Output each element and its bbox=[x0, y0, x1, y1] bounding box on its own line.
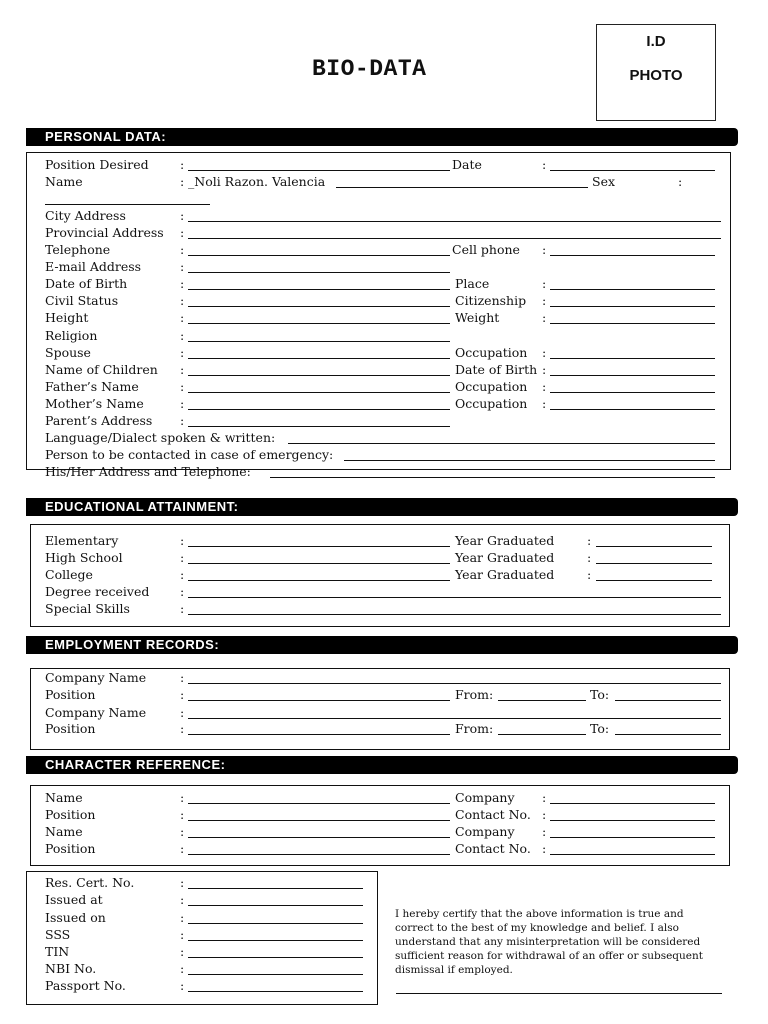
input-height[interactable] bbox=[188, 310, 450, 324]
colon-separator: : bbox=[542, 276, 547, 291]
label-mothers-name: Mother’s Name bbox=[45, 396, 144, 411]
label-elementary: Elementary bbox=[45, 533, 119, 548]
colon-separator: : bbox=[180, 721, 185, 736]
label-issued-on: Issued on bbox=[45, 910, 106, 925]
label-elementary-year: Year Graduated bbox=[455, 533, 555, 548]
label-religion: Religion bbox=[45, 328, 98, 343]
form-row bbox=[0, 875, 768, 892]
input-elementary-year[interactable] bbox=[596, 533, 712, 547]
signature-line[interactable] bbox=[396, 993, 722, 994]
input-company-name-2[interactable] bbox=[188, 705, 721, 719]
form-row bbox=[0, 670, 768, 687]
colon-separator: : bbox=[180, 687, 185, 702]
label-parents-address: Parent’s Address bbox=[45, 413, 153, 428]
colon-separator: : bbox=[180, 276, 185, 291]
colon-separator: : bbox=[180, 550, 185, 565]
label-emergency-address: His/Her Address and Telephone: bbox=[45, 464, 251, 479]
label-mother-occupation: Occupation bbox=[455, 396, 528, 411]
colon-separator: : bbox=[180, 944, 185, 959]
input-date-of-birth[interactable] bbox=[188, 276, 450, 290]
form-row bbox=[0, 790, 768, 807]
colon-separator: : bbox=[180, 225, 185, 240]
input-ref-name-2[interactable] bbox=[188, 824, 450, 838]
input-name[interactable] bbox=[336, 174, 588, 188]
colon-separator: : bbox=[180, 413, 185, 428]
input-to-2[interactable] bbox=[615, 721, 721, 735]
input-provincial-address[interactable] bbox=[188, 225, 721, 239]
label-email: E-mail Address bbox=[45, 259, 142, 274]
label-date-of-birth: Date of Birth bbox=[45, 276, 128, 291]
input-name-of-children[interactable] bbox=[188, 362, 450, 376]
input-civil-status[interactable] bbox=[188, 293, 450, 307]
colon-separator: : bbox=[542, 293, 547, 308]
input-issued-at[interactable] bbox=[188, 892, 363, 906]
colon-separator: : bbox=[180, 293, 185, 308]
label-city-address: City Address bbox=[45, 208, 126, 223]
input-sex[interactable] bbox=[45, 191, 210, 205]
colon-separator: : bbox=[542, 824, 547, 839]
form-row bbox=[0, 362, 768, 379]
input-passport-no[interactable] bbox=[188, 978, 363, 992]
label-name-of-children: Name of Children bbox=[45, 362, 158, 377]
section-personal-data: PERSONAL DATA: bbox=[26, 128, 738, 146]
form-row bbox=[0, 259, 768, 276]
input-to-1[interactable] bbox=[615, 687, 721, 701]
colon-separator: : bbox=[587, 567, 592, 582]
label-from-2: From: bbox=[455, 721, 494, 736]
input-weight[interactable] bbox=[550, 310, 715, 324]
input-sss[interactable] bbox=[188, 927, 363, 941]
colon-separator: : bbox=[542, 157, 547, 172]
colon-separator: : bbox=[542, 807, 547, 822]
colon-separator: : bbox=[542, 790, 547, 805]
input-res-cert-no[interactable] bbox=[188, 875, 363, 889]
input-spouse-occupation[interactable] bbox=[550, 345, 715, 359]
label-spouse-occupation: Occupation bbox=[455, 345, 528, 360]
colon-separator: : bbox=[180, 396, 185, 411]
form-row bbox=[0, 396, 768, 413]
label-provincial-address: Provincial Address bbox=[45, 225, 164, 240]
form-row bbox=[0, 841, 768, 858]
colon-separator: : bbox=[180, 705, 185, 720]
form-row bbox=[0, 705, 768, 722]
form-row bbox=[0, 824, 768, 841]
section-educational-attainment: EDUCATIONAL ATTAINMENT: bbox=[26, 498, 738, 516]
input-tin[interactable] bbox=[188, 944, 363, 958]
colon-separator: : bbox=[180, 379, 185, 394]
label-company-name-1: Company Name bbox=[45, 670, 147, 685]
colon-separator: : bbox=[180, 242, 185, 257]
form-row bbox=[0, 584, 768, 601]
section-employment-records: EMPLOYMENT RECORDS: bbox=[26, 636, 738, 654]
colon-separator: : bbox=[542, 396, 547, 411]
label-res-cert-no: Res. Cert. No. bbox=[45, 875, 135, 890]
colon-separator: : bbox=[180, 892, 185, 907]
colon-separator: : bbox=[180, 961, 185, 976]
label-nbi-no: NBI No. bbox=[45, 961, 97, 976]
form-row bbox=[0, 430, 768, 447]
form-row bbox=[0, 533, 768, 550]
label-special-skills: Special Skills bbox=[45, 601, 130, 616]
colon-separator: : bbox=[180, 345, 185, 360]
id-photo-box bbox=[596, 24, 716, 121]
label-emergency-contact: Person to be contacted in case of emergency: bbox=[45, 447, 334, 462]
label-sss: SSS bbox=[45, 927, 71, 942]
label-civil-status: Civil Status bbox=[45, 293, 119, 308]
input-mother-occupation[interactable] bbox=[550, 396, 715, 410]
input-position-2[interactable] bbox=[188, 721, 450, 735]
form-row bbox=[0, 208, 768, 225]
colon-separator: : bbox=[587, 533, 592, 548]
input-elementary[interactable] bbox=[188, 533, 450, 547]
input-city-address[interactable] bbox=[188, 208, 721, 222]
input-date[interactable] bbox=[550, 157, 715, 171]
colon-separator: : bbox=[542, 379, 547, 394]
label-tin: TIN bbox=[45, 944, 70, 959]
label-college: College bbox=[45, 567, 93, 582]
colon-separator: : bbox=[180, 875, 185, 890]
label-place: Place bbox=[455, 276, 490, 291]
input-special-skills[interactable] bbox=[188, 601, 721, 615]
input-ref-position-1[interactable] bbox=[188, 807, 450, 821]
label-telephone: Telephone bbox=[45, 242, 111, 257]
colon-separator: : bbox=[180, 670, 185, 685]
label-position-2: Position bbox=[45, 721, 96, 736]
colon-separator: : bbox=[180, 533, 185, 548]
label-father-occupation: Occupation bbox=[455, 379, 528, 394]
form-row bbox=[0, 550, 768, 567]
form-row bbox=[0, 413, 768, 430]
label-ref-contact-2: Contact No. bbox=[455, 841, 531, 856]
input-college[interactable] bbox=[188, 567, 450, 581]
form-row bbox=[0, 328, 768, 345]
colon-separator: : bbox=[542, 345, 547, 360]
colon-separator: : bbox=[180, 362, 185, 377]
input-nbi-no[interactable] bbox=[188, 961, 363, 975]
colon-separator: : bbox=[180, 927, 185, 942]
label-ref-company-2: Company bbox=[455, 824, 515, 839]
input-ref-company-1[interactable] bbox=[550, 790, 715, 804]
input-parents-address[interactable] bbox=[188, 413, 450, 427]
colon-separator: : bbox=[180, 328, 185, 343]
label-height: Height bbox=[45, 310, 89, 325]
form-row bbox=[0, 276, 768, 293]
section-character-reference: CHARACTER REFERENCE: bbox=[26, 756, 738, 774]
colon-separator: : bbox=[180, 584, 185, 599]
input-position-1[interactable] bbox=[188, 687, 450, 701]
colon-separator: : bbox=[542, 310, 547, 325]
colon-separator: : bbox=[180, 790, 185, 805]
input-place[interactable] bbox=[550, 276, 715, 290]
label-name: Name bbox=[45, 174, 83, 189]
form-row bbox=[0, 379, 768, 396]
input-from-2[interactable] bbox=[498, 721, 586, 735]
label-spouse: Spouse bbox=[45, 345, 91, 360]
label-company-name-2: Company Name bbox=[45, 705, 147, 720]
input-mothers-name[interactable] bbox=[188, 396, 450, 410]
input-emergency-address[interactable] bbox=[270, 464, 715, 478]
input-father-occupation[interactable] bbox=[550, 379, 715, 393]
colon-separator: : bbox=[180, 208, 185, 223]
input-high-school-year[interactable] bbox=[596, 550, 712, 564]
colon-separator: : bbox=[180, 841, 185, 856]
label-from-1: From: bbox=[455, 687, 494, 702]
form-row bbox=[0, 242, 768, 259]
colon-separator: : bbox=[180, 310, 185, 325]
label-ref-contact-1: Contact No. bbox=[455, 807, 531, 822]
input-children-date-of-birth[interactable] bbox=[550, 362, 715, 376]
input-from-1[interactable] bbox=[498, 687, 586, 701]
label-position-1: Position bbox=[45, 687, 96, 702]
colon-separator: : bbox=[542, 362, 547, 377]
input-high-school[interactable] bbox=[188, 550, 450, 564]
input-company-name-1[interactable] bbox=[188, 670, 721, 684]
id-photo-label-2: PHOTO bbox=[629, 67, 683, 84]
colon-separator: : bbox=[180, 910, 185, 925]
input-email[interactable] bbox=[188, 259, 450, 273]
label-issued-at: Issued at bbox=[45, 892, 103, 907]
form-row bbox=[0, 464, 768, 481]
colon-separator: : bbox=[180, 978, 185, 993]
input-issued-on[interactable] bbox=[188, 910, 363, 924]
certification-text: I hereby certify that the above information is true and correct to the best of my knowledge and belief. I also understand that any misinterpretation will be considered sufficient reason for withdrawal of an offer or subsequent dismissal if employed. bbox=[395, 908, 703, 976]
label-passport-no: Passport No. bbox=[45, 978, 126, 993]
form-row bbox=[0, 191, 768, 208]
label-cell-phone: Cell phone bbox=[452, 242, 520, 257]
form-row bbox=[0, 601, 768, 618]
colon-separator: : bbox=[678, 174, 683, 189]
input-college-year[interactable] bbox=[596, 567, 712, 581]
input-citizenship[interactable] bbox=[550, 293, 715, 307]
form-row bbox=[0, 567, 768, 584]
label-weight: Weight bbox=[455, 310, 500, 325]
label-ref-name-2: Name bbox=[45, 824, 83, 839]
colon-separator: : bbox=[180, 174, 185, 189]
input-spouse[interactable] bbox=[188, 345, 450, 359]
form-row bbox=[0, 687, 768, 704]
label-fathers-name: Father’s Name bbox=[45, 379, 139, 394]
input-cell-phone[interactable] bbox=[550, 242, 715, 256]
colon-separator: : bbox=[180, 807, 185, 822]
form-row bbox=[0, 225, 768, 242]
id-photo-label: I.D bbox=[646, 33, 666, 50]
label-citizenship: Citizenship bbox=[455, 293, 527, 308]
form-row bbox=[0, 721, 768, 738]
input-fathers-name[interactable] bbox=[188, 379, 450, 393]
label-college-year: Year Graduated bbox=[455, 567, 555, 582]
input-degree-received[interactable] bbox=[188, 584, 721, 598]
input-ref-name-1[interactable] bbox=[188, 790, 450, 804]
label-ref-position-1: Position bbox=[45, 807, 96, 822]
colon-separator: : bbox=[542, 242, 547, 257]
input-ref-company-2[interactable] bbox=[550, 824, 715, 838]
colon-separator: : bbox=[542, 841, 547, 856]
form-row bbox=[0, 157, 768, 174]
colon-separator: : bbox=[180, 259, 185, 274]
label-position-desired: Position Desired bbox=[45, 157, 149, 172]
input-ref-position-2[interactable] bbox=[188, 841, 450, 855]
form-row bbox=[0, 447, 768, 464]
form-row bbox=[0, 345, 768, 362]
label-degree-received: Degree received bbox=[45, 584, 150, 599]
label-ref-company-1: Company bbox=[455, 790, 515, 805]
label-ref-name-1: Name bbox=[45, 790, 83, 805]
input-name-value[interactable]: _Noli Razon. Valencia bbox=[188, 174, 326, 189]
form-row bbox=[0, 807, 768, 824]
colon-separator: : bbox=[180, 157, 185, 172]
label-to-2: To: bbox=[590, 721, 610, 736]
label-children-date-of-birth: Date of Birth bbox=[455, 362, 538, 377]
colon-separator: : bbox=[180, 567, 185, 582]
label-to-1: To: bbox=[590, 687, 610, 702]
input-position-desired[interactable] bbox=[188, 157, 450, 171]
colon-separator: : bbox=[180, 824, 185, 839]
colon-separator: : bbox=[587, 550, 592, 565]
input-emergency-contact[interactable] bbox=[344, 447, 715, 461]
form-row bbox=[0, 174, 768, 191]
label-high-school-year: Year Graduated bbox=[455, 550, 555, 565]
colon-separator: : bbox=[180, 601, 185, 616]
label-language: Language/Dialect spoken & written: bbox=[45, 430, 276, 445]
input-ref-contact-2[interactable] bbox=[550, 841, 715, 855]
label-date: Date bbox=[452, 157, 482, 172]
input-telephone[interactable] bbox=[188, 242, 450, 256]
form-row bbox=[0, 310, 768, 327]
input-language[interactable] bbox=[288, 430, 715, 444]
page-title: BIO-DATA bbox=[312, 56, 427, 82]
input-religion[interactable] bbox=[188, 328, 450, 342]
label-ref-position-2: Position bbox=[45, 841, 96, 856]
input-ref-contact-1[interactable] bbox=[550, 807, 715, 821]
label-sex: Sex bbox=[592, 174, 616, 189]
label-high-school: High School bbox=[45, 550, 123, 565]
form-row bbox=[0, 293, 768, 310]
